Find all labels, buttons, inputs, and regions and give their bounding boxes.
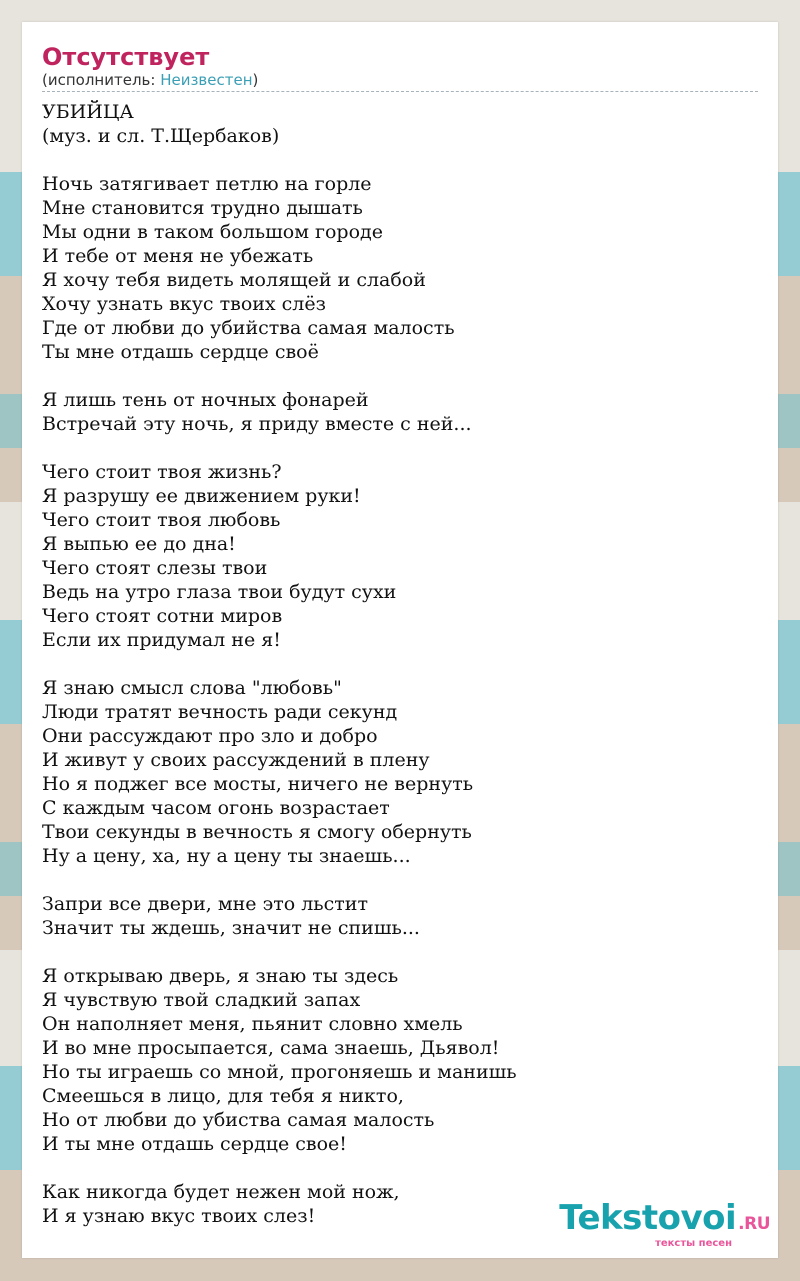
lyric-line: Встречай эту ночь, я приду вместе с ней... xyxy=(42,413,472,435)
lyric-line: Но от любви до убиства самая малость xyxy=(42,1109,435,1131)
stanza-break xyxy=(42,364,758,388)
artist-suffix: ) xyxy=(252,71,259,89)
stanza-break xyxy=(42,652,758,676)
stanza-break xyxy=(42,436,758,460)
song-title: Отсутствует xyxy=(42,43,210,71)
lyric-line: Я выпью ее до дна! xyxy=(42,533,236,555)
lyric-line: Как никогда будет нежен мой нож, xyxy=(42,1181,400,1203)
lyric-line: Я хочу тебя видеть молящей и слабой xyxy=(42,269,426,291)
lyric-line: Но ты играешь со мной, прогоняешь и манишь xyxy=(42,1061,517,1083)
stanza-break xyxy=(42,868,758,892)
lyric-line: Я разрушу ее движением руки! xyxy=(42,485,361,507)
lyric-line: Значит ты ждешь, значит не спишь... xyxy=(42,917,420,939)
lyric-line: И во мне просыпается, сама знаешь, Дьявол! xyxy=(42,1037,500,1059)
lyric-line: Хочу узнать вкус твоих слёз xyxy=(42,293,326,315)
artist-prefix: (исполнитель: xyxy=(42,71,161,89)
lyric-line: И живут у своих рассуждений в плену xyxy=(42,749,430,771)
lyrics-card xyxy=(22,22,778,1258)
lyric-line: Ночь затягивает петлю на горле xyxy=(42,173,372,195)
lyric-line: И тебе от меня не убежать xyxy=(42,245,314,267)
lyric-line: Он наполняет меня, пьянит словно хмель xyxy=(42,1013,463,1035)
lyric-line: Смеешься в лицо, для тебя я никто, xyxy=(42,1085,404,1107)
lyric-line: Я лишь тень от ночных фонарей xyxy=(42,389,369,411)
lyric-line: Ведь на утро глаза твои будут сухи xyxy=(42,581,397,603)
lyric-line: Мы одни в таком большом городе xyxy=(42,221,383,243)
lyric-line: Ну а цену, ха, ну а цену ты знаешь... xyxy=(42,845,411,867)
lyric-line: Люди тратят вечность ради секунд xyxy=(42,701,398,723)
lyric-line: УБИЙЦА xyxy=(42,101,134,123)
lyric-line: И я узнаю вкус твоих слез! xyxy=(42,1205,316,1227)
lyric-line: Они рассуждают про зло и добро xyxy=(42,725,378,747)
lyric-line: Запри все двери, мне это льстит xyxy=(42,893,368,915)
lyric-line: (муз. и сл. Т.Щербаков) xyxy=(42,125,280,147)
artist-link[interactable]: Неизвестен xyxy=(160,71,253,89)
lyric-line: Чего стоит твоя любовь xyxy=(42,509,281,531)
lyric-line: Я открываю дверь, я знаю ты здесь xyxy=(42,965,399,987)
logo-tagline: тексты песен xyxy=(655,1238,732,1249)
lyric-line: Чего стоят слезы твои xyxy=(42,557,268,579)
lyric-line: И ты мне отдашь сердце свое! xyxy=(42,1133,347,1155)
stanza-break xyxy=(42,1156,758,1180)
logo-name: Tekstovoi xyxy=(559,1198,737,1238)
logo-domain: .RU xyxy=(738,1214,770,1234)
lyric-line: Если их придумал не я! xyxy=(42,629,281,651)
logo-wordmark xyxy=(559,1198,770,1241)
site-logo[interactable] xyxy=(559,1198,770,1249)
lyric-line: Мне становится трудно дышать xyxy=(42,197,363,219)
lyric-line: Я чувствую твой сладкий запах xyxy=(42,989,361,1011)
lyric-line: Чего стоит твоя жизнь? xyxy=(42,461,282,483)
lyric-line: Ты мне отдашь сердце своё xyxy=(42,341,319,363)
lyric-line: Твои секунды в вечность я смогу обернуть xyxy=(42,821,472,843)
artist-line xyxy=(42,71,758,89)
title-divider xyxy=(42,91,758,92)
lyric-line: Чего стоят сотни миров xyxy=(42,605,283,627)
stanza-break xyxy=(42,940,758,964)
lyric-line: Я знаю смысл слова "любовь" xyxy=(42,677,342,699)
lyrics-text xyxy=(42,100,758,1228)
lyric-line: Но я поджег все мосты, ничего не вернуть xyxy=(42,773,474,795)
stanza-break xyxy=(42,148,758,172)
lyric-line: Где от любви до убийства самая малость xyxy=(42,317,455,339)
lyric-line: С каждым часом огонь возрастает xyxy=(42,797,390,819)
